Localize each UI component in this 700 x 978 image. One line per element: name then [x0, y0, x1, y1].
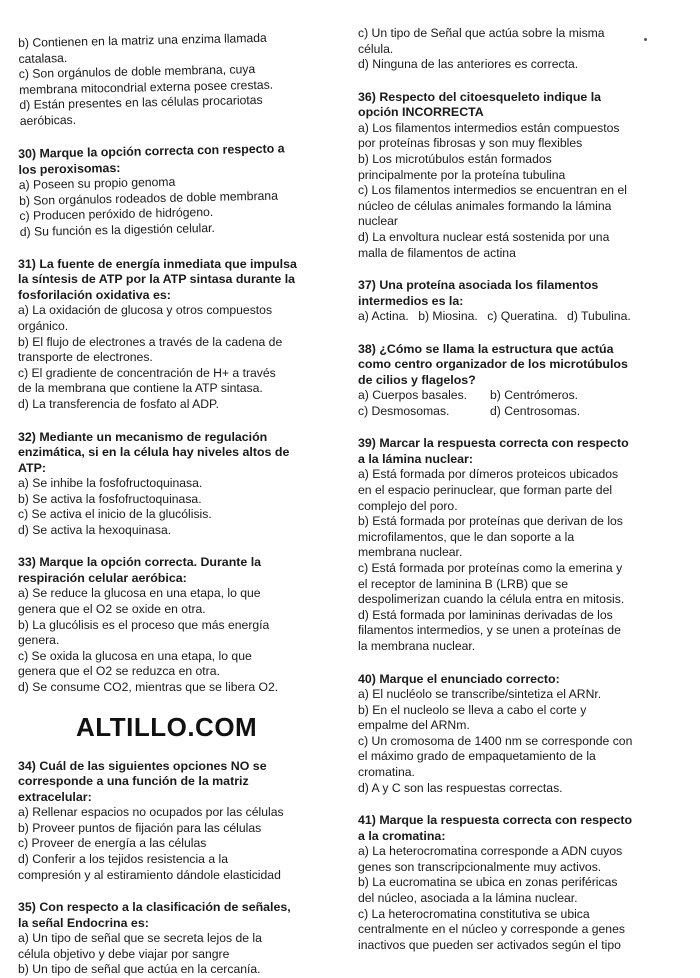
option-line: b) Proveer puntos de fijación para las células — [18, 820, 262, 835]
option-line: c) Un tipo de Señal que actúa sobre la misma — [358, 26, 605, 40]
question-title: a la lámina nuclear: — [358, 451, 474, 466]
option-line: a) La heterocromatina corresponde a ADN cuyos — [358, 844, 623, 859]
option-line: membrana nuclear. — [358, 545, 463, 560]
option-line: c) Los filamentos intermedios se encuentran en el — [358, 183, 627, 198]
question-title: fosforilación oxidativa es: — [18, 287, 171, 302]
question-title: 35) Con respecto a la clasificación de señales, — [18, 900, 291, 915]
question-title: enzimática, si en la célula hay niveles altos de — [18, 445, 290, 460]
option-line: c) Son orgánulos de doble membrana, cuya — [18, 62, 256, 82]
question-title: como centro organizador de los microtúbulos — [358, 357, 628, 372]
option-line: a) La oxidación de glucosa y otros compuestos — [18, 303, 273, 318]
option-line: a) Un tipo de señal que se secreta lejos de la — [18, 931, 262, 946]
option-line: genera. — [18, 633, 60, 648]
question-title: 31) La fuente de energía inmediata que impulsa — [18, 256, 297, 271]
option-line: d) Conferir a los tejidos resistencia a la — [18, 851, 228, 866]
option-line: d) Están presentes en las células procariotas — [19, 93, 263, 113]
option-line: empalme del ARNm. — [358, 718, 470, 733]
watermark-text: ALTILLO.COM — [76, 711, 258, 742]
question-37 — [358, 278, 688, 325]
option-line: d) Está formada por lamininas derivadas de los — [358, 607, 613, 622]
option-line: transporte de electrones. — [18, 350, 153, 365]
option-line: d) Se consume CO2, mientras que se libera O2. — [18, 680, 279, 695]
question-39 — [358, 436, 688, 654]
option-line: b) En el nucleolo se lleva a cabo el corte y — [358, 702, 587, 717]
option-line: el receptor de laminina B (LRB) que se — [358, 576, 569, 591]
option-line: en el espacio perinuclear, que forman parte del — [358, 483, 613, 497]
option-line: d) A y C son las respuestas correctas. — [358, 780, 563, 795]
option-line: por proteínas fibrosas y son muy flexibles — [358, 136, 583, 151]
option-line: principalmente por la proteína tubulina — [358, 167, 566, 182]
option-row — [358, 309, 688, 325]
option-line: malla de filamentos de actina — [358, 245, 516, 260]
option-a: a) Cuerpos basales. — [358, 388, 468, 403]
option-line: b) Está formada por proteínas que derivan de los — [358, 514, 623, 529]
option-line: membrana mitocondrial externa posee crestas. — [18, 77, 274, 97]
question-35 — [18, 900, 336, 978]
option-line: aeróbicas. — [19, 112, 77, 128]
option-line: catalasa. — [18, 50, 68, 66]
option-line: genera que el O2 se reduzca en otra. — [18, 664, 220, 679]
option-line: c) Producen peróxido de hidrógeno. — [19, 204, 214, 223]
question-title: 36) Respecto del citoesqueleto indique la — [358, 89, 602, 104]
question-title: de cilios y flagelos? — [358, 372, 476, 387]
question-36 — [358, 90, 688, 261]
left-column — [18, 0, 336, 978]
option-line: a) Rellenar espacios no ocupados por las células — [18, 805, 284, 820]
option-line: c) Se activa el inicio de la glucólisis. — [18, 507, 212, 522]
option-line: núcleo de células animales formando la lámina — [358, 198, 612, 213]
option-line: del núcleo, asociada a la lámina nuclear. — [358, 890, 578, 905]
option-line: centralmente en el núcleo y corresponde a genes — [358, 922, 625, 937]
question-title: respiración celular aeróbica: — [18, 570, 187, 585]
option-line: d) Se activa la hexoquinasa. — [18, 522, 172, 537]
option-line: d) La envoltura nuclear está sostenida por una — [358, 229, 610, 244]
option-line: b) Son orgánulos rodeados de doble membrana — [18, 187, 279, 208]
question-31 — [18, 257, 336, 413]
option-line: despolimerizan cuando la célula entra en mitosis. — [358, 592, 625, 607]
q29-continuation — [18, 29, 338, 129]
option-line: a) Poseen su propio genoma — [18, 174, 176, 192]
option-line: complejo del poro. — [358, 498, 458, 513]
option-line: d) La transferencia de fosfato al ADP. — [18, 397, 219, 411]
question-30 — [18, 140, 338, 240]
option-line: célula objetivo y debe viajar por sangre — [18, 946, 230, 961]
option-line: la membrana nuclear. — [358, 638, 476, 653]
option-line: de la membrana que contiene la ATP sintasa. — [18, 381, 263, 396]
option-line: c) Está formada por proteínas como la emerina y — [358, 560, 623, 575]
option-line: b) Se activa la fosfofructoquinasa. — [18, 491, 202, 506]
option-b: b) Miosina. — [418, 309, 478, 324]
question-title: 40) Marque el enunciado correcto: — [358, 671, 560, 686]
option-line: a) El nucléolo se transcribe/sintetiza el ARNr. — [358, 687, 602, 702]
question-title: 38) ¿Cómo se llama la estructura que actúa — [358, 341, 614, 356]
option-line: inactivos que pueden ser activados según el tipo — [358, 937, 621, 952]
option-line: b) El flujo de electrones a través de la cadena de — [18, 334, 283, 349]
question-title: la síntesis de ATP por la ATP sintasa durante la — [18, 272, 296, 287]
option-line: a) Se reduce la glucosa en una etapa, lo que — [18, 586, 261, 601]
option-d: d) Tubulina. — [567, 309, 631, 324]
option-line: c) Proveer de energía a las células — [18, 836, 207, 851]
question-38 — [358, 342, 688, 420]
option-line: compresión y al estiramiento dándole elasticidad — [18, 867, 281, 882]
option-line: cromatina. — [358, 765, 415, 779]
question-title: corresponde a una función de la matriz — [18, 774, 249, 789]
question-41 — [358, 813, 688, 953]
option-line: c) Un cromosoma de 1400 nm se corresponde con — [358, 733, 633, 748]
option-line: a) Se inhibe la fosfofructoquinasa. — [18, 476, 203, 491]
option-line: b) Los microtúbulos están formados — [358, 151, 552, 166]
option-line: microfilamentos, que le dan soporte a la — [358, 529, 575, 544]
option-line: orgánico. — [18, 319, 69, 334]
question-title: extracelular: — [18, 789, 92, 804]
right-column — [358, 0, 688, 953]
question-title: 34) Cuál de las siguientes opciones NO se — [18, 758, 267, 773]
question-title: opción INCORRECTA — [358, 105, 484, 120]
option-a: a) Actina. — [358, 309, 409, 324]
question-title: 30) Marque la opción correcta con respecto a — [18, 140, 285, 161]
question-34 — [18, 759, 336, 883]
option-line: b) Un tipo de señal que actúa en la cercanía. — [18, 962, 261, 977]
option-line: d) Su función es la digestión celular. — [19, 220, 216, 239]
option-line: a) Los filamentos intermedios están compuestos — [358, 120, 620, 135]
option-line: genes son transcripcionalmente muy activos. — [358, 859, 602, 874]
option-line: c) La heterocromatina constitutiva se ubica — [358, 906, 590, 921]
question-40 — [358, 672, 688, 797]
option-c: c) Desmosomas. — [358, 403, 450, 418]
option-line: b) La eucromatina se ubica en zonas periféricas — [358, 875, 618, 890]
option-d: d) Centrosomas. — [490, 403, 581, 418]
question-title: 33) Marque la opción correcta. Durante la — [18, 555, 262, 570]
option-line: filamentos intermedios, y se unen a proteínas de — [358, 623, 621, 638]
option-line: el máximo grado de empaquetamiento de la — [358, 749, 596, 764]
scan-speck — [644, 38, 647, 41]
option-line: a) Está formada por dímeros proteicos ubicados — [358, 467, 619, 482]
option-b: b) Centrómeros. — [490, 388, 579, 403]
q35-continuation — [358, 26, 688, 73]
question-title: a la cromatina: — [358, 828, 446, 843]
option-c: c) Queratina. — [487, 309, 558, 324]
option-line: nuclear — [358, 214, 398, 229]
question-title: 39) Marcar la respuesta correcta con respecto — [358, 436, 629, 451]
option-line: c) Se oxida la glucosa en una etapa, lo que — [18, 648, 252, 663]
question-title: la señal Endocrina es: — [18, 915, 149, 930]
question-title: los peroxisomas: — [18, 159, 121, 177]
question-title: ATP: — [18, 460, 46, 475]
question-32 — [18, 430, 336, 539]
option-line: genera que el O2 se oxide en otra. — [18, 602, 206, 617]
option-line: b) Contienen en la matriz una enzima llamada — [18, 30, 267, 50]
question-33 — [18, 555, 336, 695]
option-line: célula. — [358, 41, 394, 56]
question-title: 32) Mediante un mecanismo de regulación — [18, 429, 268, 444]
option-line: b) La glucólisis es el proceso que más energía — [18, 617, 270, 632]
question-title: 37) Una proteína asociada los filamentos — [358, 278, 599, 293]
option-line: c) El gradiente de concentración de H+ a través — [18, 365, 276, 380]
option-grid — [358, 388, 688, 419]
question-title: intermedios es la: — [358, 293, 464, 308]
question-title: 41) Marque la respuesta correcta con respecto — [358, 813, 633, 828]
option-line: d) Ninguna de las anteriores es correcta. — [358, 57, 579, 72]
